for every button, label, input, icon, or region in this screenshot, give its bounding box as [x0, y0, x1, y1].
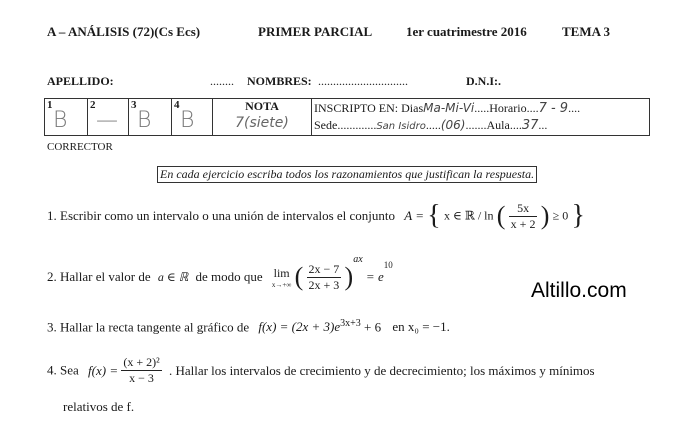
nombres-dots: ..............................	[318, 74, 408, 88]
watermark: Altillo.com	[531, 279, 627, 302]
q4-text3: relativos de f.	[63, 399, 135, 414]
q4-frac-den: x − 3	[129, 371, 154, 385]
q2-frac-num: 2x − 7	[308, 261, 340, 276]
q2-paren-close: )	[344, 262, 354, 292]
grade-cell-4	[172, 99, 213, 136]
q1-set-inner: x ∈ ℝ / ln	[443, 208, 494, 223]
q4-text: 4. Sea	[47, 362, 79, 378]
grades-table	[44, 98, 312, 136]
q2-rhs: = e	[365, 269, 384, 285]
aula-value: 37	[521, 118, 539, 133]
inscripto-line-1: INSCRIPTO EN: DiasMa-Mi-Vi.....Horario....7 - 9....	[314, 101, 581, 116]
nota-cell	[213, 99, 312, 136]
q1-text: 1. Escribir como un intervalo o una unión de intervalos el conjunto	[47, 208, 396, 223]
q1-paren-open: (	[496, 201, 506, 230]
nota-label: NOTA	[245, 99, 279, 113]
q4-fraction	[121, 355, 161, 386]
q1-paren-close: )	[540, 201, 550, 230]
grade-num: 2	[90, 99, 96, 111]
q3-func-tail: + 6	[364, 319, 382, 335]
question-2	[47, 254, 393, 293]
q1-set-lhs: A =	[404, 208, 425, 223]
horario-label: Horario	[489, 101, 527, 115]
inscripto-line-2: Sede.............San Isidro.....(06).......Aula....37...	[314, 118, 548, 133]
q2-lim-sub: x→+∞	[271, 280, 292, 289]
q2-rhs-exp: 10	[383, 260, 393, 270]
q2-exp: ax	[353, 254, 363, 265]
sede-value: San Isidro	[376, 121, 426, 132]
q2-text: 2. Hallar el valor de	[47, 269, 151, 285]
q1-frac-num: 5x	[509, 201, 538, 217]
exam-title: PRIMER PARCIAL	[258, 24, 373, 39]
q1-fraction	[509, 201, 538, 232]
q2-lim: lim	[273, 265, 290, 280]
q2-text2: de modo que	[195, 269, 263, 285]
grade-value: B	[180, 108, 195, 133]
apellido-label: APELLIDO:	[47, 74, 114, 88]
question-3	[47, 318, 450, 335]
aula-label: Aula	[486, 118, 510, 132]
q3-func: f(x) = (2x + 3)e	[258, 319, 341, 335]
q1-brace-close: }	[571, 200, 585, 231]
q3-point: en x₀ = −1.	[392, 319, 450, 335]
tema: TEMA 3	[562, 24, 611, 39]
grade-cell-2	[88, 99, 129, 136]
q2-limit	[272, 266, 291, 289]
nombres-label: NOMBRES:	[247, 74, 312, 88]
grade-value: —	[96, 108, 118, 133]
grade-value: B	[53, 108, 68, 133]
q4-frac-num: (x + 2)²	[123, 355, 160, 369]
q3-text: 3. Hallar la recta tangente al gráfico de	[47, 319, 250, 335]
corrector-label: CORRECTOR	[47, 141, 113, 153]
q1-brace-open: {	[427, 200, 441, 231]
question-1	[47, 200, 585, 232]
q2-fraction	[307, 262, 342, 293]
q4-func-lhs: f(x) =	[88, 362, 119, 378]
grade-cell-1	[45, 99, 88, 136]
sede-code: (06)	[440, 118, 466, 132]
apellido-dots: ........	[210, 74, 234, 88]
q2-frac-den: 2x + 3	[308, 277, 340, 292]
q2-var: a ∈ ℝ	[157, 269, 189, 284]
grade-cell-3	[129, 99, 172, 136]
course-title: A – ANÁLISIS (72)(Cs Ecs)	[47, 24, 201, 39]
q1-set-tail: ≥ 0	[552, 208, 569, 223]
dias-value: Ma-Mi-Vi	[423, 101, 475, 115]
inscripto-box	[310, 98, 650, 136]
question-4	[47, 355, 595, 386]
q4-text2: . Hallar los intervalos de crecimiento y de decrecimiento; los máximos y mínimos	[168, 362, 595, 378]
nota-value: 7(siete)	[235, 115, 289, 131]
instructions: En cada ejercicio escriba todos los razonamientos que justifican la respuesta.	[157, 166, 537, 183]
grade-num: 3	[131, 99, 137, 111]
term: 1er cuatrimestre 2016	[406, 24, 527, 39]
horario-value: 7 - 9	[538, 101, 569, 116]
q3-func-exp: 3x+3	[340, 318, 361, 329]
dni-label: D.N.I:.	[466, 74, 501, 88]
q1-frac-den: x + 2	[510, 216, 536, 231]
q2-paren-open: (	[294, 262, 304, 292]
grade-num: 1	[47, 99, 53, 111]
sede-label: Sede	[314, 118, 338, 132]
inscripto-label: INSCRIPTO EN: Dias	[314, 101, 424, 115]
grade-value: B	[137, 108, 152, 133]
grade-num: 4	[174, 99, 180, 111]
